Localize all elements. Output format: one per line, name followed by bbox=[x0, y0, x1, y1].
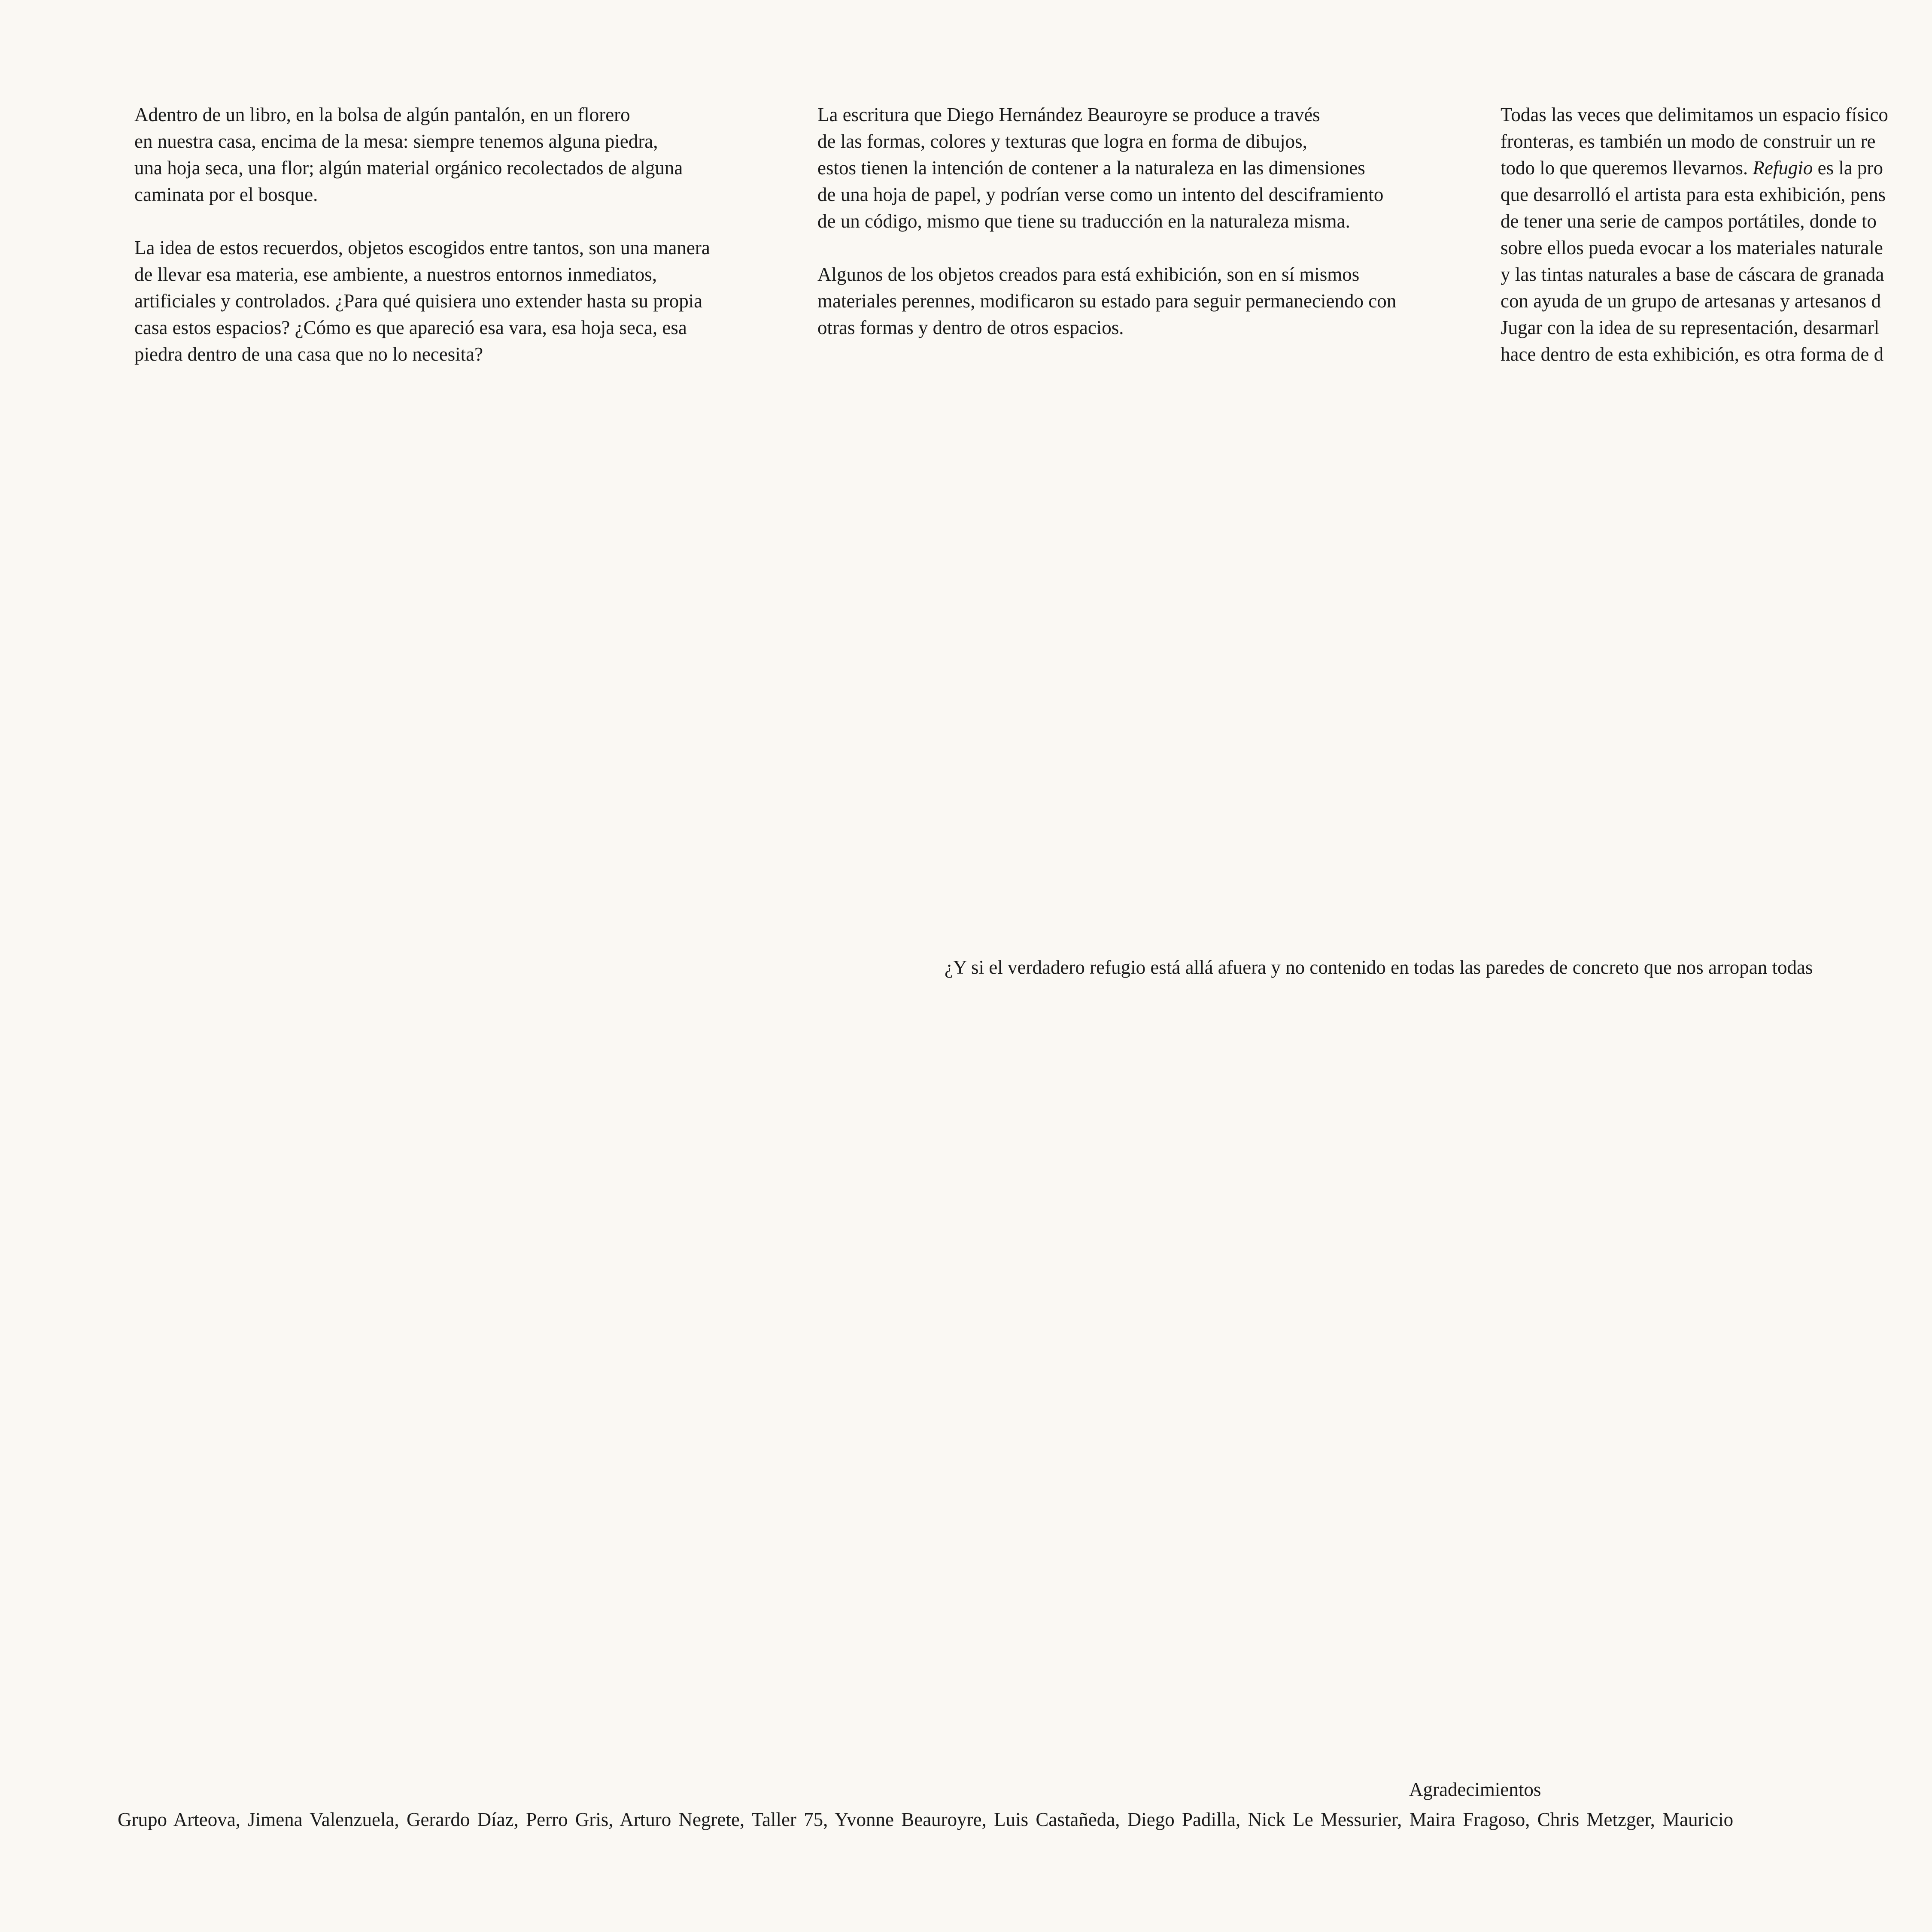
text-line: de un código, mismo que tiene su traducción en la naturaleza misma. bbox=[817, 210, 1350, 232]
paragraph bbox=[134, 101, 804, 208]
acknowledgements-names: Grupo Arteova, Jimena Valenzuela, Gerardo Díaz, Perro Gris, Arturo Negrete, Taller 75, Yvonne Beauroyre, Luis Castañeda, Diego Padilla, Nick Le Messurier, Maira Fragoso, Chris Metzger, Mauricio bbox=[118, 1809, 1734, 1830]
text-line: otras formas y dentro de otros espacios. bbox=[817, 317, 1124, 338]
text-line: estos tienen la intención de contener a la naturaleza en las dimensiones bbox=[817, 157, 1365, 179]
text-line: artificiales y controlados. ¿Para qué quisiera uno extender hasta su propia bbox=[134, 290, 703, 312]
text-line: piedra dentro de una casa que no lo necesita? bbox=[134, 343, 483, 365]
text-line: hace dentro de esta exhibición, es otra forma de d bbox=[1501, 343, 1884, 365]
text-line: que desarrolló el artista para esta exhibición, pens bbox=[1501, 184, 1886, 205]
text-line: Algunos de los objetos creados para está exhibición, son en sí mismos bbox=[817, 264, 1360, 285]
text-line: en nuestra casa, encima de la mesa: siempre tenemos alguna piedra, bbox=[134, 131, 658, 152]
text-column-1 bbox=[134, 101, 804, 394]
text-line: de una hoja de papel, y podrían verse como un intento del desciframiento bbox=[817, 184, 1384, 205]
paragraph bbox=[817, 261, 1487, 341]
paragraph bbox=[817, 101, 1487, 234]
text-column-3 bbox=[1501, 101, 1932, 394]
text-line: y las tintas naturales a base de cáscara de granada bbox=[1501, 264, 1884, 285]
text-line: Todas las veces que delimitamos un espacio físico bbox=[1501, 104, 1888, 125]
text-line: con ayuda de un grupo de artesanas y artesanos d bbox=[1501, 290, 1881, 312]
text-line: una hoja seca, una flor; algún material orgánico recolectados de alguna bbox=[134, 157, 683, 179]
text-line: de las formas, colores y texturas que logra en forma de dibujos, bbox=[817, 131, 1307, 152]
paragraph bbox=[134, 234, 804, 368]
text-line: fronteras, es también un modo de construir un re bbox=[1501, 131, 1876, 152]
text-line: de tener una serie de campos portátiles, donde to bbox=[1501, 210, 1877, 232]
text-line: La idea de estos recuerdos, objetos escogidos entre tantos, son una manera bbox=[134, 237, 710, 258]
text-line: sobre ellos pueda evocar a los materiales naturale bbox=[1501, 237, 1883, 258]
text-line: materiales perennes, modificaron su estado para seguir permaneciendo con bbox=[817, 290, 1397, 312]
text-line: casa estos espacios? ¿Cómo es que apareció esa vara, esa hoja seca, esa bbox=[134, 317, 687, 338]
text-line: Adentro de un libro, en la bolsa de algún pantalón, en un florero bbox=[134, 104, 630, 125]
text-line: de llevar esa materia, ese ambiente, a nuestros entornos inmediatos, bbox=[134, 264, 657, 285]
paragraph bbox=[1501, 101, 1932, 368]
text-line: La escritura que Diego Hernández Beauroyre se produce a través bbox=[817, 104, 1320, 125]
refugio-title: Refugio bbox=[1753, 157, 1813, 179]
text-line: Jugar con la idea de su representación, desarmarl bbox=[1501, 317, 1880, 338]
text-line bbox=[1501, 155, 1932, 181]
text-fragment: todo lo que queremos llevarnos. bbox=[1501, 157, 1753, 179]
text-column-2 bbox=[817, 101, 1487, 368]
acknowledgements-title: Agradecimientos bbox=[1409, 1779, 1541, 1800]
text-fragment: es la pro bbox=[1813, 157, 1883, 179]
text-line: caminata por el bosque. bbox=[134, 184, 318, 205]
center-quote: ¿Y si el verdadero refugio está allá afuera y no contenido en todas las paredes de concreto que nos arropan todas bbox=[945, 957, 1813, 978]
